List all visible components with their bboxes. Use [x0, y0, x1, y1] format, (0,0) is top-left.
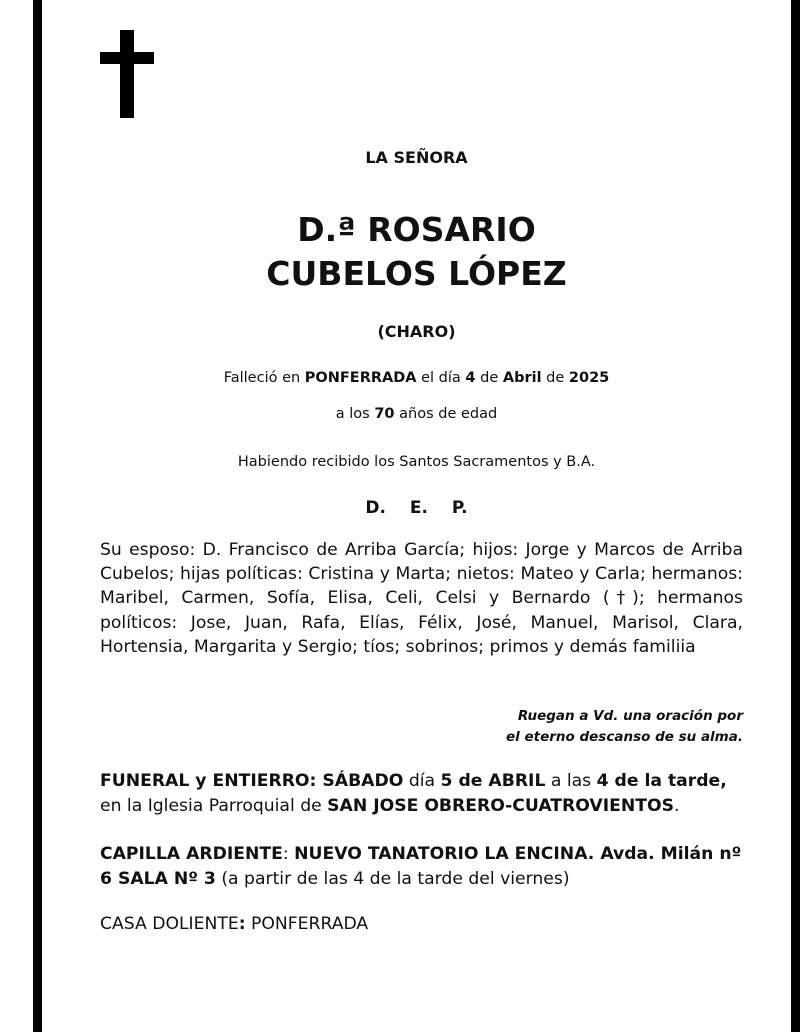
funeral-paragraph: FUNERAL y ENTIERRO: SÁBADO día 5 de ABRIL a las 4 de la tarde, en la Iglesia Parroquial de SAN JOSE OBRERO-CUATROVIENTOS.	[100, 771, 727, 816]
sacraments-line: Habiendo recibido los Santos Sacramentos y B.A.	[237, 454, 596, 470]
left-border	[33, 0, 42, 1032]
age-line: a los 70 años de edad	[335, 406, 498, 422]
deceased-name	[42, 208, 791, 296]
cross-icon	[100, 30, 154, 120]
family-paragraph: Su esposo: D. Francisco de Arriba García; hijos: Jorge y Marcos de Arriba Cubelos; hijas políticas: Cristina y Marta; nietos: Mateo y Carla; hermanos: Maribel, Carmen, Sofía, Elisa, Celi, Celsi y Bernardo (†); hermanos políticos: Jose, Juan, Rafa, Elías, Félix, José, Manuel, Marisol, Clara, Hortensia, Margarita y Sergio; tíos; sobrinos; primos y demás familiia	[100, 540, 743, 657]
name-line-2: CUBELOS LÓPEZ	[266, 254, 567, 293]
nickname: (CHARO)	[377, 322, 456, 341]
dep-line: D. E. P.	[365, 498, 468, 518]
casa-doliente-line: CASA DOLIENTE: PONFERRADA	[100, 914, 369, 934]
heading: LA SEÑORA	[365, 148, 468, 167]
capilla-paragraph: CAPILLA ARDIENTE: NUEVO TANATORIO LA ENCINA. Avda. Milán nº 6 SALA Nº 3 (a partir de las 4 de la tarde del viernes)	[100, 844, 742, 889]
prayer-text: Ruegan a Vd. una oración por el eterno descanso de su alma.	[506, 708, 743, 745]
death-line: Falleció en PONFERRADA el día 4 de Abril de 2025	[223, 370, 610, 386]
name-line-1: D.ª ROSARIO	[297, 210, 536, 249]
right-border	[791, 0, 800, 1032]
